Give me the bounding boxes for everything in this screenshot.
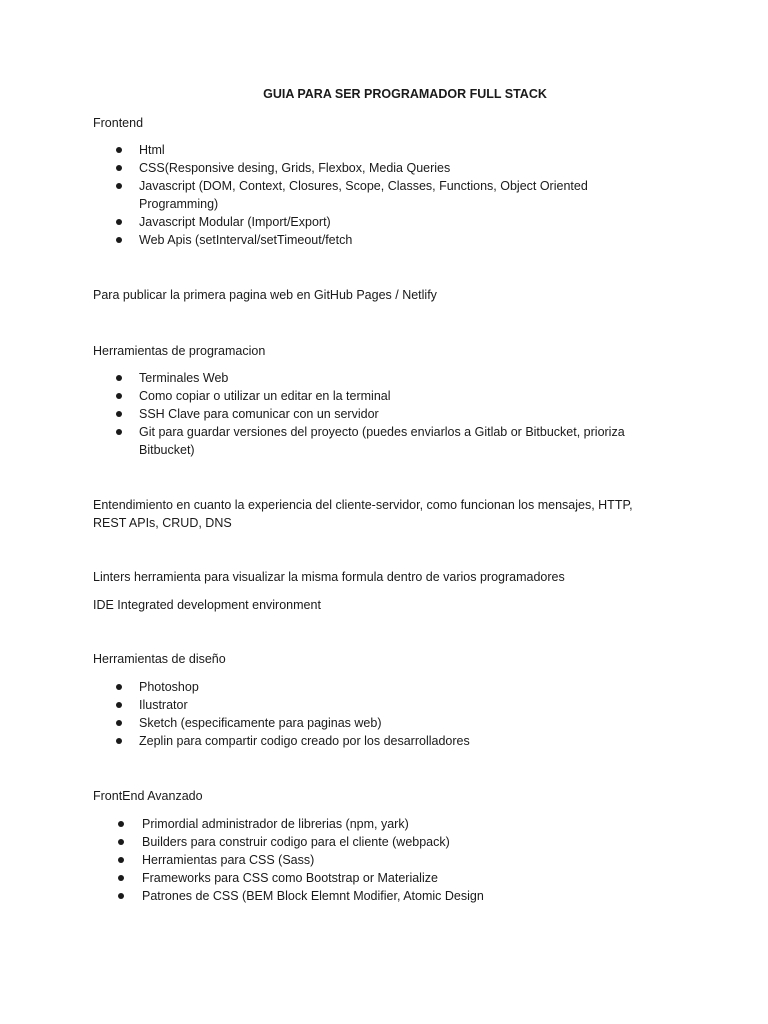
entendimiento-line-2: REST APIs, CRUD, DNS xyxy=(93,516,232,530)
list-item: Sketch (especificamente para paginas web) xyxy=(139,716,382,730)
list-item: Javascript (DOM, Context, Closures, Scope, Classes, Functions, Object Oriented xyxy=(139,179,588,193)
bullet-icon xyxy=(116,720,122,726)
list-item: Git para guardar versiones del proyecto (puedes enviarlos a Gitlab or Bitbucket, prioriza xyxy=(139,425,625,439)
list-item: Photoshop xyxy=(139,680,199,694)
bullet-icon xyxy=(116,411,122,417)
list-item-continuation: Programming) xyxy=(139,197,219,211)
bullet-icon xyxy=(116,375,122,381)
list-item-continuation: Bitbucket) xyxy=(139,443,195,457)
bullet-icon xyxy=(116,165,122,171)
bullet-icon xyxy=(116,702,122,708)
ide-paragraph: IDE Integrated development environment xyxy=(93,598,321,612)
publish-paragraph: Para publicar la primera pagina web en GitHub Pages / Netlify xyxy=(93,288,437,302)
bullet-icon xyxy=(116,393,122,399)
list-item: SSH Clave para comunicar con un servidor xyxy=(139,407,379,421)
bullet-icon xyxy=(116,429,122,435)
bullet-icon xyxy=(116,684,122,690)
frontend-heading: Frontend xyxy=(93,116,144,130)
list-item: Html xyxy=(139,143,165,157)
list-item: Javascript Modular (Import/Export) xyxy=(139,215,331,229)
bullet-icon xyxy=(116,219,122,225)
list-item: Patrones de CSS (BEM Block Elemnt Modifier, Atomic Design xyxy=(142,889,484,903)
herramientas-programacion-heading: Herramientas de programacion xyxy=(93,344,266,358)
herramientas-diseno-heading: Herramientas de diseño xyxy=(93,652,226,666)
bullet-icon xyxy=(118,857,124,863)
list-item: Terminales Web xyxy=(139,371,229,385)
frontend-avanzado-heading: FrontEnd Avanzado xyxy=(93,789,203,803)
bullet-icon xyxy=(116,147,122,153)
list-item: Frameworks para CSS como Bootstrap or Materialize xyxy=(142,871,438,885)
bullet-icon xyxy=(118,821,124,827)
document-title: GUIA PARA SER PROGRAMADOR FULL STACK xyxy=(263,87,547,101)
list-item: Herramientas para CSS (Sass) xyxy=(142,853,315,867)
list-item: CSS(Responsive desing, Grids, Flexbox, Media Queries xyxy=(139,161,451,175)
bullet-icon xyxy=(116,738,122,744)
bullet-icon xyxy=(118,839,124,845)
list-item: Como copiar o utilizar un editar en la terminal xyxy=(139,389,391,403)
list-item: Primordial administrador de librerias (npm, yark) xyxy=(142,817,409,831)
bullet-icon xyxy=(118,875,124,881)
list-item: Web Apis (setInterval/setTimeout/fetch xyxy=(139,233,353,247)
list-item: Builders para construir codigo para el cliente (webpack) xyxy=(142,835,450,849)
bullet-icon xyxy=(116,183,122,189)
bullet-icon xyxy=(118,893,124,899)
list-item: Zeplin para compartir codigo creado por los desarrolladores xyxy=(139,734,470,748)
linters-paragraph: Linters herramienta para visualizar la misma formula dentro de varios programadores xyxy=(93,570,565,584)
entendimiento-line-1: Entendimiento en cuanto la experiencia del cliente-servidor, como funcionan los mensajes, HTTP, xyxy=(93,498,633,512)
bullet-icon xyxy=(116,237,122,243)
list-item: Ilustrator xyxy=(139,698,188,712)
